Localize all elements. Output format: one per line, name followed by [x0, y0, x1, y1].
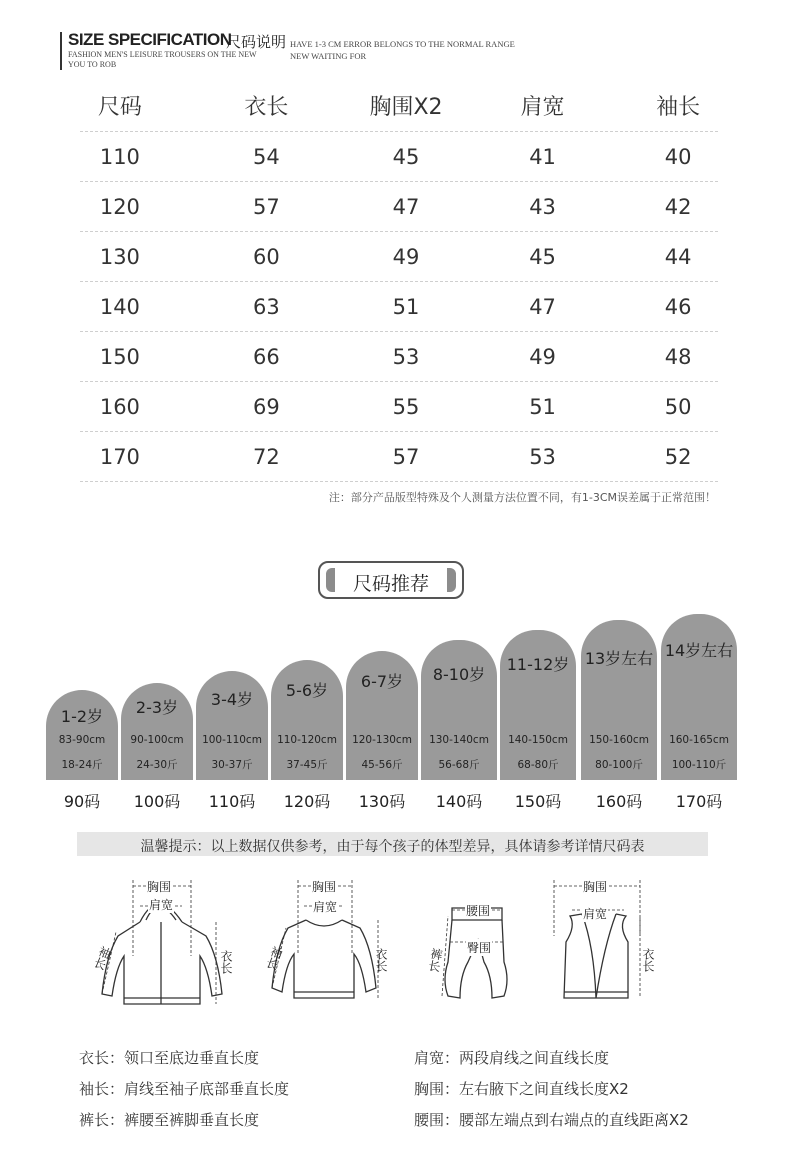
age-capsule: [661, 614, 737, 780]
definition-item: 衣长：领口至底边垂直长度: [79, 1049, 260, 1067]
recommend-title: 尺码推荐: [352, 573, 429, 595]
capsule-height: 120-130cm: [352, 734, 412, 746]
table-cell: 54: [253, 144, 280, 169]
table-cell: 66: [253, 344, 280, 369]
table-cell: 60: [253, 244, 280, 269]
table-row: [80, 282, 718, 332]
vest-shoulder-label: 肩宽: [583, 907, 608, 921]
table-cell: 140: [99, 294, 140, 319]
capsule-weight: 30-37斤: [211, 759, 253, 771]
capsule-weight: 18-24斤: [61, 759, 103, 771]
capsule-size-label: 120码: [283, 792, 331, 811]
age-capsule: [421, 640, 497, 780]
table-cell: 50: [664, 394, 692, 419]
age-capsule: [346, 651, 418, 780]
tip-bar: [77, 832, 708, 856]
capsule-age: 6-7岁: [360, 672, 404, 691]
size-table: [80, 80, 718, 482]
capsule-size-label: 100码: [133, 792, 181, 811]
sweater-sleeve-label: 袖长: [263, 944, 285, 972]
header-subtitle-line2: YOU TO ROB: [68, 60, 117, 69]
header-divider: [60, 32, 62, 70]
capsule-weight: 45-56斤: [361, 759, 403, 771]
table-cell: 160: [99, 394, 140, 419]
capsule-age: 11-12岁: [506, 655, 570, 674]
table-cell: 170: [99, 444, 140, 469]
capsule-size-label: 170码: [675, 792, 723, 811]
column-header: 衣长: [244, 95, 289, 120]
jacket-length-label: 衣长: [219, 950, 233, 974]
table-cell: 120: [99, 194, 140, 219]
table-cell: 41: [529, 144, 556, 169]
capsule-height: 150-160cm: [589, 734, 649, 746]
definitions-left: [79, 1047, 289, 1140]
definition-item: 裤长：裤腰至裤脚垂直长度: [79, 1111, 260, 1129]
header-subtitle-line1: FASHION MEN'S LEISURE TROUSERS ON THE NEW: [68, 50, 257, 59]
table-cell: 53: [529, 444, 556, 469]
jacket-chest-label: 胸围: [147, 880, 172, 894]
definition-item: 腰围：腰部左端点到右端点的直线距离X2: [414, 1111, 689, 1129]
column-header: 尺码: [97, 95, 142, 120]
column-header: 胸围X2: [369, 95, 443, 120]
table-cell: 40: [664, 144, 692, 169]
capsule-weight: 100-110斤: [671, 759, 727, 771]
table-note: 注：部分产品版型特殊及个人测量方法位置不同，有1-3CM误差属于正常范围！: [328, 491, 716, 504]
capsule-weight: 80-100斤: [595, 759, 643, 771]
table-cell: 47: [529, 294, 556, 319]
table-cell: 42: [664, 194, 692, 219]
definition-item: 肩宽：两段肩线之间直线长度: [414, 1049, 610, 1067]
table-cell: 150: [99, 344, 140, 369]
table-cell: 44: [664, 244, 692, 269]
capsule-height: 90-100cm: [130, 734, 184, 746]
table-row: [80, 182, 718, 232]
capsule-age: 2-3岁: [135, 698, 179, 717]
age-capsule: [581, 620, 657, 780]
capsule-size-label: 90码: [63, 792, 101, 811]
capsule-height: 130-140cm: [429, 734, 489, 746]
capsule-size-label: 110码: [208, 792, 256, 811]
table-row: [80, 132, 718, 182]
capsule-age: 3-4岁: [210, 690, 254, 709]
table-cell: 49: [529, 344, 556, 369]
table-cell: 57: [392, 444, 420, 469]
table-cell: 57: [253, 194, 280, 219]
table-cell: 47: [392, 194, 420, 219]
capsule-height: 160-165cm: [669, 734, 729, 746]
sweater-chest-label: 胸围: [312, 880, 337, 894]
capsule-size-label: 160码: [595, 792, 643, 811]
sweater-length-label: 衣长: [374, 948, 388, 972]
capsule-weight: 68-80斤: [517, 759, 559, 771]
capsule-age: 5-6岁: [285, 681, 329, 700]
table-cell: 46: [664, 294, 692, 319]
sweater-shoulder-label: 肩宽: [313, 900, 338, 914]
capsule-age: 13岁左右: [584, 649, 654, 668]
header-right-line1: HAVE 1-3 CM ERROR BELONGS TO THE NORMAL RANGE: [290, 39, 515, 49]
table-cell: 69: [253, 394, 280, 419]
table-cell: 45: [392, 144, 420, 169]
pants-waist-label: 腰围: [466, 904, 491, 918]
table-cell: 55: [392, 394, 420, 419]
capsule-height: 140-150cm: [508, 734, 568, 746]
age-capsule: [500, 630, 576, 780]
table-cell: 52: [664, 444, 692, 469]
definition-item: 胸围：左右腋下之间直线长度X2: [414, 1080, 629, 1098]
header-right-line2: NEW WAITING FOR: [290, 51, 367, 61]
table-row: [80, 432, 718, 482]
capsule-size-label: 140码: [435, 792, 483, 811]
capsule-weight: 56-68斤: [438, 759, 480, 771]
capsule-age: 14岁左右: [664, 641, 734, 660]
table-cell: 51: [529, 394, 556, 419]
age-capsule: [196, 671, 268, 780]
vest-length-label: 衣长: [641, 948, 655, 972]
capsule-height: 110-120cm: [277, 734, 337, 746]
table-row: [80, 382, 718, 432]
table-cell: 130: [99, 244, 140, 269]
capsule-weight: 24-30斤: [136, 759, 178, 771]
capsule-age: 8-10岁: [432, 665, 486, 684]
recommend-title-box: [318, 561, 464, 599]
definition-item: 袖长：肩线至袖子底部垂直长度: [79, 1080, 290, 1098]
column-header: 袖长: [656, 95, 701, 120]
column-header: 肩宽: [520, 95, 565, 120]
table-cell: 53: [392, 344, 420, 369]
table-cell: 72: [253, 444, 280, 469]
table-cell: 110: [99, 144, 140, 169]
table-cell: 63: [253, 294, 280, 319]
spec-header: [60, 30, 580, 72]
table-cell: 43: [529, 194, 556, 219]
tip-text: 温馨提示：以上数据仅供参考，由于每个孩子的体型差异，具体请参考详情尺码表: [140, 839, 645, 855]
capsule-size-label: 150码: [514, 792, 562, 811]
table-row: [80, 332, 718, 382]
table-header-row: [80, 80, 718, 132]
age-capsule: [271, 660, 343, 780]
capsule-age: 1-2岁: [60, 707, 104, 726]
pants-hip-label: 臀围: [467, 941, 492, 955]
vest-chest-label: 胸围: [583, 880, 608, 894]
pants-inseam-label: 裤长: [426, 946, 444, 973]
table-row: [80, 232, 718, 282]
table-cell: 51: [392, 294, 420, 319]
jacket-sleeve-label: 袖长: [91, 944, 114, 972]
sweater-diagram: [262, 876, 392, 1011]
table-cell: 48: [664, 344, 692, 369]
header-title-en: SIZE SPECIFICATION: [68, 30, 232, 49]
age-capsule: [121, 683, 193, 780]
table-cell: 49: [392, 244, 420, 269]
vest-diagram: [546, 876, 666, 1011]
header-title-cn: 尺码说明: [226, 33, 287, 51]
definitions-right: [414, 1047, 689, 1140]
capsule-weight: 37-45斤: [286, 759, 328, 771]
age-capsule: [46, 690, 118, 780]
capsule-height: 100-110cm: [202, 734, 262, 746]
capsule-size-label: 130码: [358, 792, 406, 811]
table-cell: 45: [529, 244, 556, 269]
capsule-height: 83-90cm: [58, 734, 106, 746]
jacket-shoulder-label: 肩宽: [149, 898, 174, 912]
